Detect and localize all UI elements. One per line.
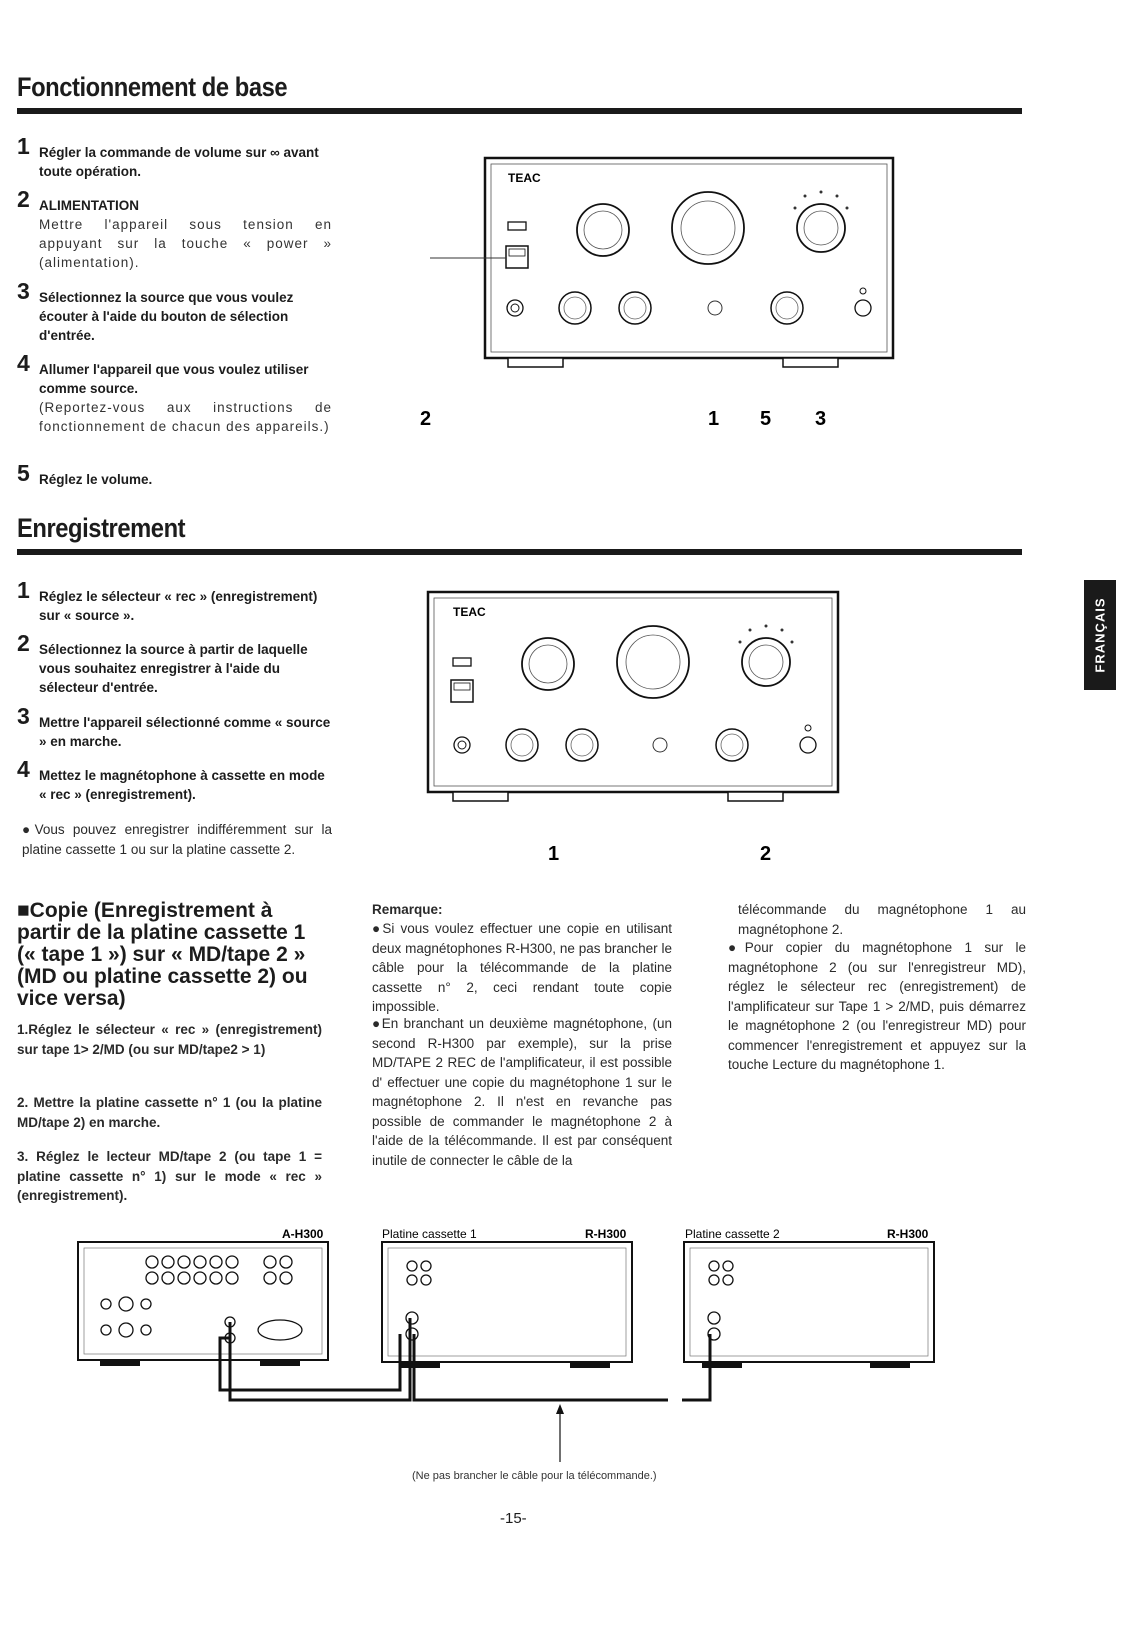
callout-2: 2	[420, 408, 432, 430]
callout-1: 1	[708, 408, 720, 430]
step-bold: Réglez le sélecteur « rec » (enregistrement) sur « source ».	[39, 589, 318, 623]
section-rule	[17, 549, 1022, 555]
remark-paragraph: ●Pour copier du magnétophone 1 sur le magnétophone 2 (ou sur l'enregistreur MD), réglez le sélecteur rec (enregistrement) de l'amplificateur sur Tape 1 > 2/MD, puis démarrez le magnétophone 2 (ou l'enregistreur MD) pour commencer l'enregistrement et appuyez sur la touche Lecture du magnétophone 1.	[728, 940, 1026, 1072]
connection-diagram	[70, 1222, 970, 1472]
remark-title: Remarque:	[372, 902, 443, 917]
copy-step: 2. Mettre la platine cassette n° 1 (ou la platine MD/tape 2) en marche.	[17, 1095, 322, 1130]
recording-note: ●Vous pouvez enregistrer indifféremment sur la platine cassette 1 ou sur la platine cassette 2.	[22, 822, 332, 857]
step-number: 4	[17, 756, 30, 782]
step-number: 3	[17, 278, 30, 304]
diagram-caption: (Ne pas brancher le câble pour la télécommande.)	[412, 1470, 657, 1482]
step	[17, 460, 332, 489]
section-rule	[17, 108, 1022, 114]
step	[17, 756, 332, 804]
step	[17, 703, 332, 751]
language-tab	[1084, 580, 1116, 690]
copy-step: 1.Réglez le sélecteur « rec » (enregistrement) sur tape 1> 2/MD (ou sur MD/tape2 > 1)	[17, 1022, 322, 1057]
deck2-label: Platine cassette 2	[685, 1227, 780, 1241]
step-bold: Régler la commande de volume sur ∞ avant toute opération.	[39, 145, 319, 179]
callout-3: 3	[815, 408, 827, 430]
brand-logo: TEAC	[508, 171, 541, 185]
step-bold: Mettre l'appareil sélectionné comme « source » en marche.	[39, 715, 331, 749]
callout-2: 2	[760, 843, 772, 865]
step-number: 1	[17, 133, 30, 159]
step-bold: Sélectionnez la source que vous voulez écouter à l'aide du bouton de sélection d'entrée.	[39, 290, 294, 343]
copy-heading: ■Copie (Enregistrement à partir de la platine cassette 1 (« tape 1 ») sur « MD/tape 2 » (MD ou platine cassette 2) ou vice versa)	[17, 899, 308, 1010]
callout-5: 5	[760, 408, 772, 430]
deck1-model: R-H300	[585, 1227, 627, 1241]
remark-paragraph: ●En branchant un deuxième magnétophone, (un second R-H300 par exemple), sur la prise MD/TAPE 2 REC de l'amplificateur, il est possible d' effectuer une copie du magnétophone 1 sur le magnétophone 2. Il n'est en revanche pas possible de commander le magnétophone 2 à l'aide de la télécommande. Il est par conséquent inutile de connecter le câble de la	[372, 1016, 672, 1168]
step	[17, 186, 332, 272]
step-bold: Allumer l'appareil que vous voulez utiliser comme source.	[39, 362, 309, 396]
deck2-model: R-H300	[887, 1227, 929, 1241]
copy-step: 3. Réglez le lecteur MD/tape 2 (ou tape 1 = platine cassette n° 1) sur le mode « rec » (enregistrement).	[17, 1149, 322, 1203]
section-title-recording: Enregistrement	[17, 513, 186, 543]
step-number: 2	[17, 186, 30, 212]
step-number: 1	[17, 577, 30, 603]
step-number: 4	[17, 350, 30, 376]
brand-logo: TEAC	[453, 605, 486, 619]
step	[17, 133, 332, 181]
amplifier-front-figure-2	[420, 590, 860, 870]
step	[17, 577, 332, 625]
step-bold: ALIMENTATION	[39, 198, 139, 213]
page-number: -15-	[500, 1510, 527, 1527]
step-bold: Réglez le volume.	[39, 472, 153, 487]
callout-1: 1	[548, 843, 560, 865]
amp-model-label: A-H300	[282, 1227, 324, 1241]
remark-paragraph: ●Si vous voulez effectuer une copie en utilisant deux magnétophones R-H300, ne pas brancher le câble pour la télécommande de la platine cassette n° 2, ceci rendant toute copie impossible.	[372, 921, 672, 1014]
amplifier-front-figure	[420, 150, 905, 440]
step-number: 3	[17, 703, 30, 729]
remark-paragraph: télécommande du magnétophone 1 au magnétophone 2.	[738, 902, 1026, 937]
step	[17, 630, 332, 697]
step	[17, 350, 332, 436]
step-text: (Reportez-vous aux instructions de fonctionnement de chacun des appareils.)	[39, 400, 332, 434]
language-tab-label: FRANÇAIS	[1092, 597, 1108, 673]
step-text: Mettre l'appareil sous tension en appuyant sur la touche « power » (alimentation).	[39, 217, 332, 270]
step-number: 5	[17, 460, 30, 486]
step-bold: Sélectionnez la source à partir de laquelle vous souhaitez enregistrer à l'aide du sélecteur d'entrée.	[39, 642, 308, 695]
step	[17, 278, 332, 345]
step-number: 2	[17, 630, 30, 656]
step-bold: Mettez le magnétophone à cassette en mode « rec » (enregistrement).	[39, 768, 325, 802]
section-title-basic: Fonctionnement de base	[17, 72, 288, 102]
deck1-label: Platine cassette 1	[382, 1227, 477, 1241]
